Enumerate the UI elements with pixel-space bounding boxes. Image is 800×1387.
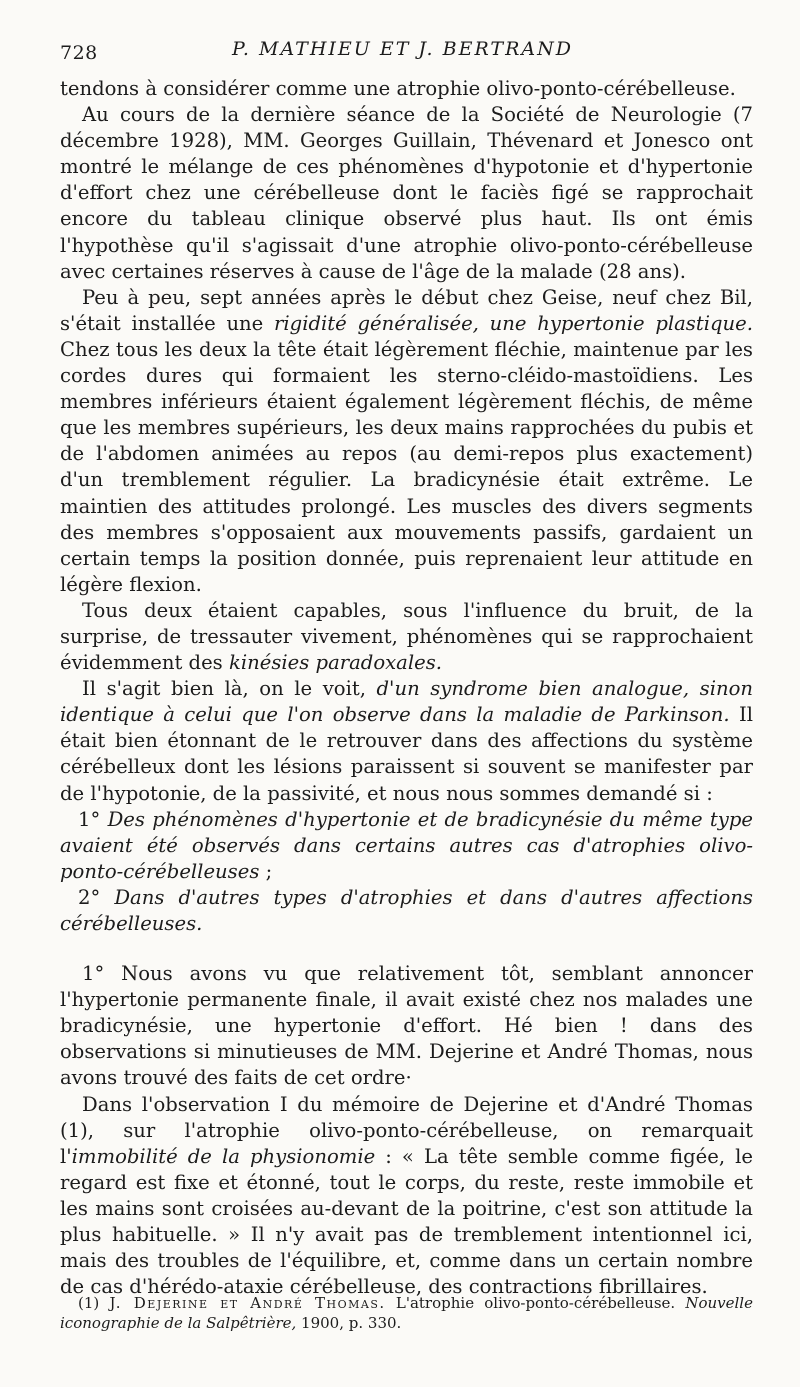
- list-number: 1°: [78, 807, 101, 831]
- paragraph-societe-neurologie: Au cours de la dernière séance de la Société de Neurologie (7 décembre 1928), MM. Georges Guillain, Thévenard et Jonesco ont montré le mélange de ces phénomènes d'hypotonie et d'hypertonie d'effort chez une cérébelleuse dont le faciès figé se rapprochait encore du tableau clinique observé plus haut. Ils ont émis l'hypothèse qu'il s'agissait d'une atrophie olivo-ponto-cérébelleuse avec certaines réserves à cause de l'âge de la malade (28 ans).: [60, 103, 753, 283]
- emphasis-text: Dans d'autres types d'atrophies et dans d'autres affections cérébelleuses.: [60, 885, 753, 935]
- paragraph-section-1: [60, 961, 753, 1091]
- footnote-text: [60, 1293, 753, 1333]
- emphasis-text: immobilité de la physionomie: [71, 1144, 376, 1168]
- text-segment: Nous avons vu que relativement tôt, semblant annoncer l'hypertonie permanente finale, il avait existé chez nos malades une bradicynésie, une hypertonie d'effort. Hé bien ! dans des observations si minutieuses de MM. Dejerine et André Thomas, nous avons trouvé des faits de cet ordre·: [60, 962, 753, 1090]
- text-segment: Peu à peu, sept années après le début chez Geise, neuf chez Bil, s'était installée une: [60, 285, 753, 335]
- paragraph-observation-1: [60, 1092, 753, 1301]
- text-segment: Chez tous les deux la tête était légèrement fléchie, maintenue par les cordes dures qui formaient les sterno-cléido-mastoïdiens. Les membres inférieurs étaient également légèrement fléchis, de même que les membres supérieurs, les deux mains rapprochées du pubis et de l'abdomen animées au repos (au demi-repos plus exactement) d'un tremblement régulier. La bradicynésie était extrême. Le maintien des attitudes prolongé. Les muscles des divers segments des membres s'opposaient aux mouvements passifs, gardaient un certain temps la position donnée, puis reprenaient leur attitude en légère flexion.: [60, 337, 753, 596]
- footnote-ref: 1900, p. 330.: [296, 1314, 402, 1332]
- footnote-authors: J. Dejerine et André Thomas.: [109, 1294, 386, 1312]
- list-item-2: [60, 885, 753, 937]
- text-segment: Il s'agit bien là, on le voit,: [82, 677, 377, 701]
- paragraph-kinesies: [60, 598, 753, 676]
- footnote: [60, 1293, 753, 1333]
- footnote-title: L'atrophie olivo-ponto-cérébelleuse.: [385, 1294, 686, 1312]
- text-segment: Il était bien étonnant de le retrouver dans des affections du système cérébelleux dont les lésions paraissent si souvent se manifester par de l'hypotonie, de la passivité, et nous nous sommes demandé si :: [60, 703, 753, 805]
- paragraph-rigidite: [60, 285, 753, 598]
- text-segment: Tous deux étaient capables, sous l'influence du bruit, de la surprise, de tressauter vivement, phénomènes qui se rapprochaient évidemment des: [60, 598, 753, 675]
- body-text: [60, 76, 753, 1300]
- text-segment: ;: [259, 859, 273, 883]
- page-header: [60, 38, 745, 70]
- emphasis-text: d'un syndrome bien analogue, sinon identique à celui que l'on observe dans la maladie de Parkinson.: [60, 677, 753, 727]
- footnote-marker: (1): [78, 1294, 100, 1312]
- running-title: P. MATHIEU ET J. BERTRAND: [232, 38, 573, 60]
- emphasis-text: kinésies paradoxales.: [228, 651, 443, 675]
- list-item-1: [60, 807, 753, 885]
- list-number: 2°: [78, 885, 101, 909]
- emphasis-text: rigidité généralisée, une hypertonie plastique.: [274, 311, 753, 335]
- paragraph-parkinson: [60, 676, 753, 806]
- text-segment: : « La tête semble comme figée, le regard est fixe et étonné, tout le corps, du reste, reste immobile et les mains sont croisées au-devant de la poitrine, c'est son attitude la plus habituelle. » Il n'y avait pas de tremblement intentionnel ici, mais des troubles de l'équilibre, et, comme dans un certain nombre de cas d'hérédo-ataxie cérébelleuse, des contractions fibrillaires.: [60, 1144, 753, 1299]
- emphasis-text: Des phénomènes d'hypertonie et de bradicynésie du même type avaient été observés dans certains autres cas d'atrophies olivo-ponto-cérébelleuses: [60, 807, 754, 883]
- page-number: 728: [60, 42, 98, 64]
- section-number: 1°: [82, 962, 105, 986]
- paragraph-continuation: tendons à considérer comme une atrophie olivo-ponto-cérébelleuse.: [60, 77, 736, 100]
- footnote-journal: Nouvelle iconographie de la Salpêtrière,: [60, 1294, 753, 1332]
- text-segment: Dans l'observation I du mémoire de Dejerine et d'André Thomas (1), sur l'atrophie olivo-ponto-cérébelleuse, on remarquait l': [60, 1092, 753, 1168]
